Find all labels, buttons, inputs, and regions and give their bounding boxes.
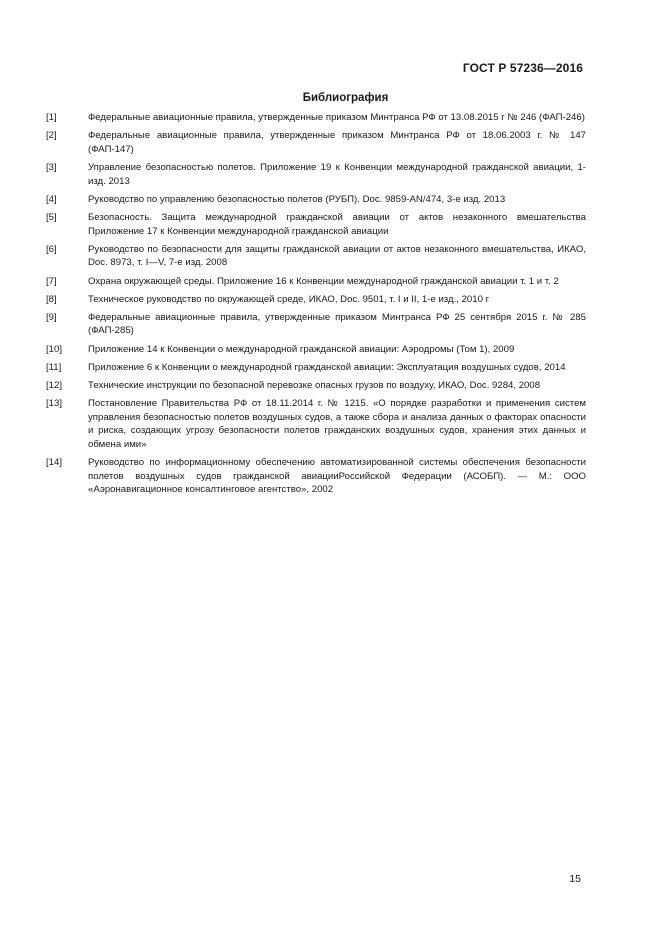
reference-text: Федеральные авиационные правила, утвержденные приказом Минтранса РФ от 13.08.2015 г № 246 (ФАП-246)	[88, 112, 585, 123]
bibliography-item	[46, 211, 586, 238]
bibliography-item	[46, 129, 586, 156]
reference-text: Приложение 14 к Конвенции о международной гражданской авиации: Аэродромы (Том 1), 2009	[88, 343, 515, 355]
reference-text: Руководство по безопасности для защиты гражданской авиации от актов незаконного вмешательства, ИКАО, Doc. 8973, т. I—V, 7-е изд. 2008	[88, 243, 586, 269]
bibliography-item	[46, 243, 586, 270]
reference-number: [5]	[46, 211, 57, 223]
reference-number: [12]	[46, 380, 63, 392]
reference-text: Федеральные авиационные правила, утвержденные приказом Минтранса РФ от 18.06.2003 г. № 147 (ФАП-147)	[88, 130, 586, 155]
reference-number: [3]	[46, 161, 57, 173]
reference-number: [4]	[46, 193, 57, 205]
bibliography-item	[46, 397, 586, 451]
bibliography-item	[46, 456, 586, 497]
reference-text: Постановление Правительства РФ от 18.11.2014 г. № 1215. «О порядке разработки и применения систем управления безопасностью полетов воздушных судов, а также сбора и анализа данных о факторах опасности и риска, создающих угрозу безопасности полетов гражданских воздушных судов, хранения этих данных и обмена ими»	[88, 398, 586, 450]
bibliography-item	[46, 193, 586, 207]
reference-number: [10]	[46, 343, 63, 355]
reference-number: [1]	[46, 112, 57, 123]
reference-text: Технические инструкции по безопасной перевозке опасных грузов по воздуху, ИКАО, Doc. 9284, 2008	[88, 380, 541, 392]
section-title: Библиография	[302, 92, 389, 104]
bibliography-item	[46, 361, 586, 375]
reference-text: Приложение 6 к Конвенции о международной гражданской авиации: Эксплуатация воздушных судов, 2014	[88, 361, 566, 373]
bibliography-item	[46, 311, 586, 338]
reference-text: Техническое руководство по окружающей среде, ИКАО, Doc. 9501, т. I и II, 1-е изд., 2010 г	[88, 293, 490, 305]
reference-number: [14]	[46, 457, 63, 469]
reference-number: [11]	[46, 361, 62, 373]
reference-number: [9]	[46, 311, 57, 323]
reference-text: Управление безопасностью полетов. Приложение 19 к Конвенции международной гражданской авиации, 1-изд. 2013	[88, 161, 586, 187]
bibliography-item	[46, 111, 586, 125]
bibliography-list	[46, 111, 586, 502]
reference-text: Федеральные авиационные правила, утвержденные приказом Минтранса РФ 25 сентября 2015 г. № 285 (ФАП-285)	[88, 311, 586, 337]
reference-number: [13]	[46, 398, 63, 410]
reference-number: [7]	[46, 275, 57, 287]
reference-text: Безопасность. Защита международной гражданской авиации от актов незаконного вмешательства Приложение 17 к Конвенции международной гражданской авиации	[88, 211, 586, 237]
bibliography-item	[46, 379, 586, 393]
reference-text: Охрана окружающей среды. Приложение 16 к Конвенции международной гражданской авиации т. 1 и т. 2	[88, 275, 559, 287]
bibliography-item	[46, 343, 586, 357]
reference-text: Руководство по управлению безопасностью полетов (РУБП). Doc. 9859-AN/474, 3-е изд. 2013	[88, 193, 506, 205]
bibliography-item	[46, 293, 586, 307]
reference-number: [6]	[46, 243, 57, 255]
bibliography-item	[46, 275, 586, 289]
document-code: ГОСТ Р 57236—2016	[462, 61, 583, 75]
reference-text: Руководство по информационному обеспечению автоматизированной системы обеспечения безопасности полетов воздушных судов гражданской авиацииРоссийской Федерации (АСОБП). — М.: ООО «Аэронавигационное консалтинговое агентство», 2002	[88, 457, 586, 496]
reference-number: [2]	[46, 130, 57, 142]
page-number: 15	[569, 873, 581, 885]
reference-number: [8]	[46, 293, 57, 305]
bibliography-item	[46, 161, 586, 188]
